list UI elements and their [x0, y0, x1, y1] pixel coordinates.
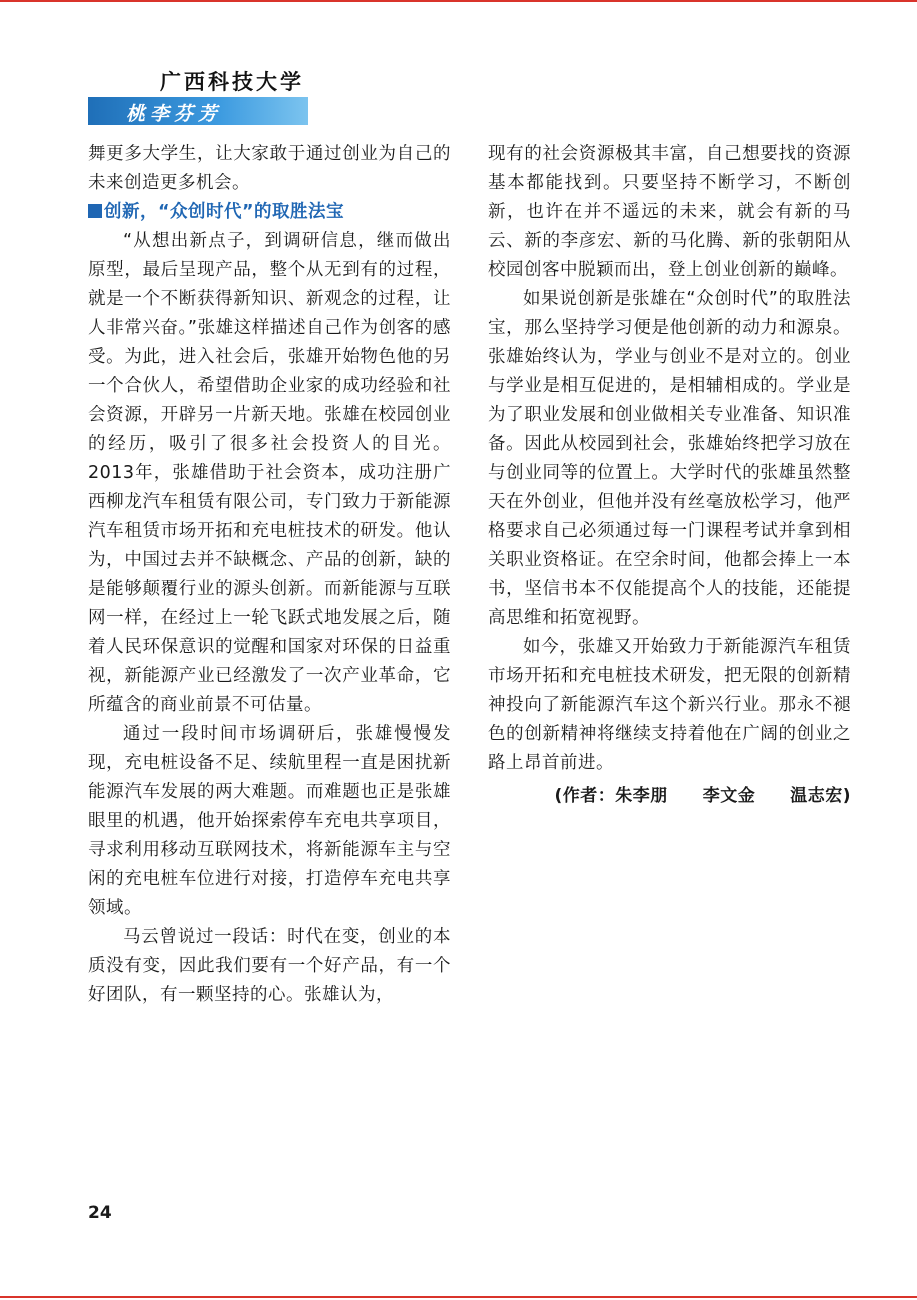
- section-heading-text: 创新，“众创时代”的取胜法宝: [104, 202, 345, 222]
- left-column: [88, 140, 451, 1010]
- paragraph: 马云曾说过一段话：时代在变，创业的本质没有变，因此我们要有一个好产品，有一个好团队，有一颗坚持的心。张雄认为，: [88, 927, 451, 1005]
- column-title-banner: [88, 97, 308, 125]
- column-title: 桃李芬芳: [126, 103, 223, 125]
- top-rule: [0, 0, 917, 2]
- paragraph: “从想出新点子，到调研信息，继而做出原型，最后呈现产品，整个从无到有的过程，就是一个不断获得新知识、新观念的过程，让人非常兴奋。”张雄这样描述自己作为创客的感受。为此，进入社会后，张雄开始物色他的另一个合伙人，希望借助企业家的成功经验和社会资源，开辟另一片新天地。张雄在校园创业的经历，吸引了很多社会投资人的目光。2013年，张雄借助于社会资本，成功注册广西柳龙汽车租赁有限公司，专门致力于新能源汽车租赁市场开拓和充电桩技术的研发。他认为，中国过去并不缺概念、产品的创新，缺的是能够颠覆行业的源头创新。而新能源与互联网一样，在经过上一轮飞跃式地发展之后，随着人民环保意识的觉醒和国家对环保的日益重视，新能源产业已经激发了一次产业革命，它所蕴含的商业前景不可估量。: [88, 231, 451, 715]
- paragraph: 通过一段时间市场调研后，张雄慢慢发现，充电桩设备不足、续航里程一直是困扰新能源汽车发展的两大难题。而难题也正是张雄眼里的机遇，他开始探索停车充电共享项目，寻求利用移动互联网技术，将新能源车主与空闲的充电桩车位进行对接，打造停车充电共享领域。: [88, 724, 451, 918]
- paragraph: 如今，张雄又开始致力于新能源汽车租赁市场开拓和充电桩技术研发，把无限的创新精神投向了新能源汽车这个新兴行业。那永不褪色的创新精神将继续支持着他在广阔的创业之路上昂首前进。: [488, 637, 851, 773]
- page-number: 24: [88, 1203, 112, 1223]
- bottom-rule: [0, 1296, 917, 1298]
- paragraph: 如果说创新是张雄在“众创时代”的取胜法宝，那么坚持学习便是他创新的动力和源泉。张雄始终认为，学业与创业不是对立的。创业与学业是相互促进的，是相辅相成的。学业是为了职业发展和创业做相关专业准备、知识准备。因此从校园到社会，张雄始终把学习放在与创业同等的位置上。大学时代的张雄虽然整天在外创业，但他并没有丝毫放松学习，他严格要求自己必须通过每一门课程考试并拿到相关职业资格证。在空余时间，他都会捧上一本书，坚信书本不仅能提高个人的技能，还能提高思维和拓宽视野。: [488, 289, 851, 628]
- section-heading: [88, 198, 451, 227]
- paragraph: 舞更多大学生，让大家敢于通过创业为自己的未来创造更多机会。: [88, 144, 451, 193]
- right-column: [488, 140, 851, 811]
- paragraph: 现有的社会资源极其丰富，自己想要找的资源基本都能找到。只要坚持不断学习，不断创新，也许在并不遥远的未来，就会有新的马云、新的李彦宏、新的马化腾、新的张朝阳从校园创客中脱颖而出，登上创业创新的巅峰。: [488, 144, 851, 280]
- square-bullet-icon: [88, 204, 102, 218]
- school-name: 广西科技大学: [160, 69, 304, 94]
- author-byline: (作者：朱李朋 李文金 温志宏): [554, 786, 851, 806]
